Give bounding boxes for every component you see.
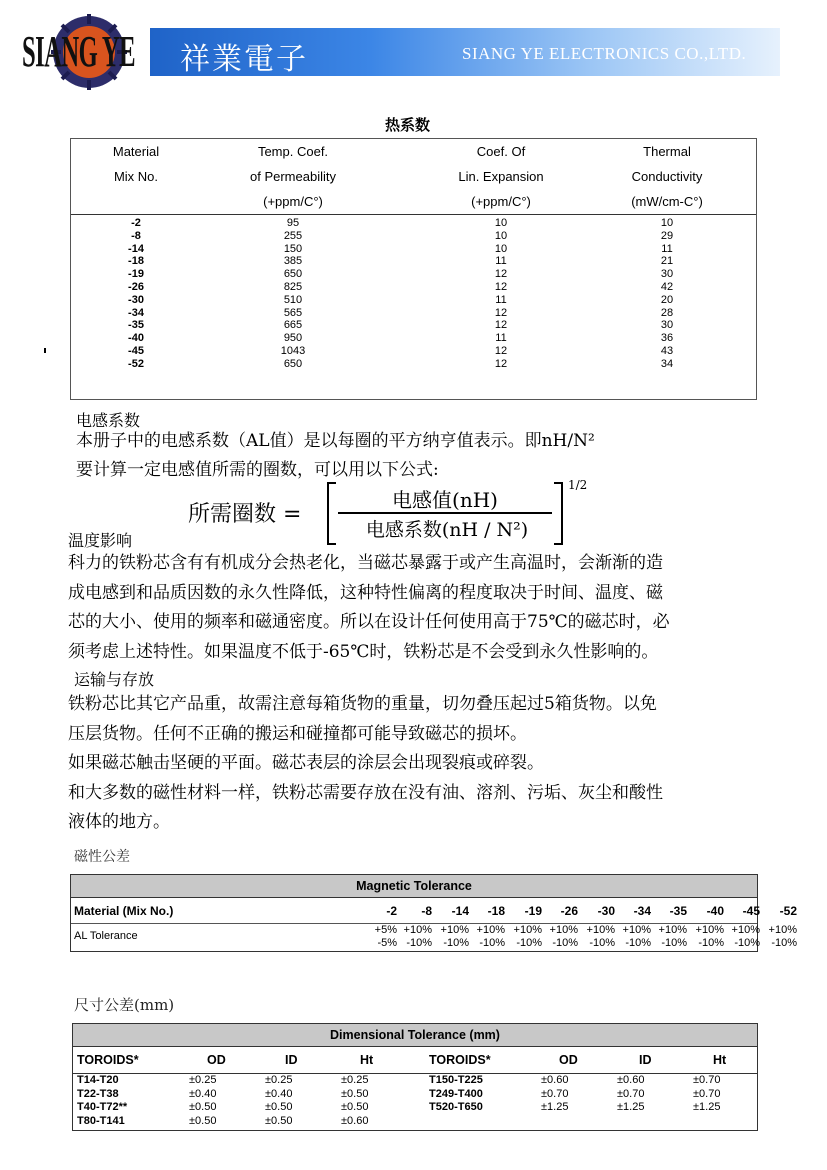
thermal-coefficient-table [70,138,757,400]
tolerance-cell: ±0.70 [693,1087,721,1100]
header-lin-expansion: Coef. Of Lin. Expansion (+ppm/C°) [458,144,544,209]
material-row [71,899,797,924]
inductance-line-1: 本册子中的电感系数（AL值）是以每圈的平方纳亨值表示。即nH/N² [76,431,595,451]
dimensional-header-cell: OD [559,1053,578,1067]
temperature-paragraph [68,549,670,667]
toroid-range-cell: T520-T650 [429,1101,483,1113]
tolerance-cell: ±0.50 [341,1101,369,1113]
plus-tolerance-cell: +10% [768,924,797,936]
mix-cell: -26 [128,280,144,293]
mix-number-cell: -35 [669,904,687,918]
company-name-english: SIANG YE ELECTRONICS CO.,LTD. [462,44,747,63]
minus-tolerance-cell: -10% [443,937,469,949]
lin-expansion-cell: 12 [494,306,508,319]
conductivity-cell: 29 [660,229,674,242]
magnetic-table-title: Magnetic Tolerance [71,875,757,898]
toroid-range-cell: T14-T20 [77,1074,119,1086]
temp-coef-cell: 565 [283,306,303,319]
temperature-line: 芯的大小、使用的频率和磁通密度。所以在设计任何使用高于75℃的磁芯时，必 [68,612,670,632]
minus-tolerance-cell: -10% [479,937,505,949]
thermal-row [71,281,756,294]
lin-expansion-cell: 11 [495,255,507,268]
al-tolerance-row [71,924,797,950]
plus-tolerance-cell: +10% [513,924,542,936]
temp-coef-cell: 150 [283,242,303,255]
thermal-table-body [71,217,756,371]
thermal-row [71,345,756,358]
dimensional-header-row [73,1047,757,1074]
mix-cell: -18 [128,255,144,268]
tolerance-cell: ±0.50 [265,1114,293,1127]
mix-cell: -34 [128,306,144,319]
magnetic-tolerance-table [70,874,797,952]
mix-number-cell: -26 [560,904,578,918]
minus-tolerance-cell: -10% [698,937,724,949]
conductivity-cell: 20 [660,293,674,306]
dimensional-body [73,1074,757,1130]
minus-tolerance-cell: -10% [625,937,651,949]
minus-tolerance-cell: -10% [661,937,687,949]
toroid-range-cell: T150-T225 [429,1074,483,1086]
mix-number-cell: -19 [524,904,542,918]
tolerance-cell: ±1.25 [693,1101,721,1113]
minus-tolerances [71,937,797,950]
tolerance-cell: ±0.40 [265,1087,293,1100]
mix-number-cell: -40 [706,904,724,918]
tolerance-cell: ±0.70 [617,1087,645,1100]
conductivity-cell: 10 [660,217,674,229]
storage-line: 铁粉芯比其它产品重，故需注意每箱货物的重量，切勿叠压起过5箱货物。以免 [68,694,657,714]
tolerance-cell: ±0.70 [693,1074,721,1086]
mix-number-cell: -52 [779,904,797,918]
formula-numerator: 电感值(nH) [392,488,498,512]
magnetic-caption: 磁性公差 [74,849,130,865]
temperature-line: 须考虑上述特性。如果温度不低于-65℃时，铁粉芯是不会受到永久性影响的。 [68,641,659,662]
tolerance-cell: ±0.25 [341,1074,369,1086]
dimensional-header-cell: Ht [360,1053,374,1067]
header-temp-coef: Temp. Coef. of Permeability (+ppm/C°) [250,144,336,209]
thermal-row [71,255,756,268]
temp-coef-cell: 825 [283,280,303,293]
header-divider [71,214,756,215]
minus-tolerance-cell: -10% [406,937,432,949]
mix-number-cell: -34 [633,904,651,918]
conductivity-cell: 30 [660,268,674,281]
thermal-row [71,268,756,281]
mix-cell: -45 [128,344,144,357]
mix-number-cell: -45 [742,904,760,918]
tolerance-cell: ±0.50 [189,1101,217,1113]
lin-expansion-cell: 10 [494,229,508,242]
temperature-line: 成电感到和品质因数的永久性降低，这种特性偏离的程度取决于时间、温度、磁 [68,582,663,603]
mix-cell: -8 [131,229,141,242]
plus-tolerances [71,924,797,937]
logo-wordmark: SIANG YE [22,27,136,76]
lin-expansion-cell: 12 [494,344,508,357]
minus-tolerance-cell: -10% [589,937,615,949]
temp-coef-cell: 1043 [280,344,306,357]
conductivity-cell: 34 [660,357,674,370]
mix-cell: -30 [128,293,144,306]
mix-cell: -35 [128,319,144,332]
lin-expansion-cell: 12 [494,268,508,281]
tolerance-cell: ±0.70 [541,1087,569,1100]
dimensional-header-cell: ID [639,1053,652,1067]
temp-coef-cell: 650 [283,357,303,370]
formula-lhs: 所需圈数 = [188,502,302,527]
company-name-chinese: 祥業電子 [180,42,308,77]
al-tolerance-label: AL Tolerance [74,930,138,942]
tolerance-cell: ±1.25 [541,1101,569,1113]
header-thermal-conductivity: Thermal Conductivity (mW/cm-C°) [631,144,703,209]
thermal-row [71,294,756,307]
thermal-row [71,307,756,320]
tolerance-cell: ±0.50 [341,1087,369,1100]
mix-number-cell: -14 [451,904,469,918]
temp-coef-cell: 255 [283,229,303,242]
inductance-heading: 电感系数 [76,411,141,430]
lin-expansion-cell: 12 [494,319,508,332]
conductivity-cell: 36 [660,332,674,345]
formula-exponent: 1/2 [568,478,588,492]
tolerance-cell: ±0.60 [341,1114,369,1127]
conductivity-cell: 43 [660,344,674,357]
temp-coef-cell: 665 [283,319,303,332]
tolerance-cell: ±0.50 [265,1101,293,1113]
mix-number-cell: -2 [386,904,397,918]
storage-line: 如果磁芯触击坚硬的平面。磁芯表层的涂层会出现裂痕或碎裂。 [68,753,544,773]
thermal-row [71,319,756,332]
inductance-line-2: 要计算一定电感值所需的圈数，可以用以下公式: [76,460,439,480]
storage-line: 和大多数的磁性材料一样，铁粉芯需要存放在没有油、溶剂、污垢、灰尘和酸性 [68,782,663,803]
thermal-table-title: 热系数 [384,116,430,134]
conductivity-cell: 21 [660,255,674,268]
formula-fraction-bar [338,512,552,514]
conductivity-cell: 28 [660,306,674,319]
material-label: Material (Mix No.) [74,904,174,918]
mix-cell: -19 [128,268,144,281]
tolerance-cell: ±0.50 [189,1114,217,1127]
dimensional-header-cell: ID [285,1053,298,1067]
plus-tolerance-cell: +5% [374,924,397,936]
lin-expansion-cell: 10 [494,242,508,255]
mix-number-cell: -18 [487,904,505,918]
temperature-heading: 温度影响 [68,531,133,550]
plus-tolerance-cell: +10% [658,924,687,936]
tolerance-cell: ±0.40 [189,1087,217,1100]
plus-tolerance-cell: +10% [586,924,615,936]
dimensional-tolerance-table [72,1023,758,1131]
stray-mark [44,348,46,353]
thermal-row [71,332,756,345]
conductivity-cell: 30 [660,319,674,332]
conductivity-cell: 42 [660,280,674,293]
dimensional-caption: 尺寸公差(mm) [74,996,175,1014]
dimensional-table-title: Dimensional Tolerance (mm) [73,1024,757,1047]
thermal-row [71,230,756,243]
minus-tolerance-cell: -10% [771,937,797,949]
lin-expansion-cell: 10 [494,217,508,229]
dimensional-header-cell: Ht [713,1053,727,1067]
mix-number-cell: -30 [597,904,615,918]
plus-tolerance-cell: +10% [695,924,724,936]
storage-paragraph [68,690,663,838]
formula-denominator: 电感系数(nH / N²) [365,519,529,541]
plus-tolerance-cell: +10% [731,924,760,936]
dimensional-header-cell: OD [207,1053,226,1067]
temp-coef-cell: 950 [283,332,303,345]
lin-expansion-cell: 12 [494,357,508,370]
tolerance-cell: ±0.60 [617,1074,645,1086]
storage-heading: 运输与存放 [74,670,155,689]
mix-number-cell: -8 [421,904,432,918]
mix-numbers [71,899,797,923]
temp-coef-cell: 95 [286,217,300,229]
temp-coef-cell: 650 [283,268,303,281]
thermal-row [71,217,756,230]
temp-coef-cell: 385 [283,255,303,268]
lin-expansion-cell: 12 [494,280,508,293]
tolerance-cell: ±1.25 [617,1101,645,1113]
dimensional-header-cell: TOROIDS* [77,1053,139,1067]
mix-cell: -40 [128,332,144,345]
mix-cell: -2 [131,217,141,229]
thermal-row [71,358,756,371]
plus-tolerance-cell: +10% [403,924,432,936]
tolerance-cell: ±0.25 [189,1074,217,1086]
minus-tolerance-cell: -5% [377,937,397,949]
tolerance-cell: ±0.60 [541,1074,569,1086]
conductivity-cell: 11 [661,242,673,255]
plus-tolerance-cell: +10% [476,924,505,936]
toroid-range-cell: T249-T400 [429,1087,483,1100]
lin-expansion-cell: 11 [495,332,507,345]
toroid-range-cell: T40-T72** [77,1101,128,1113]
tolerance-cell: ±0.25 [265,1074,293,1086]
storage-line: 液体的地方。 [68,812,170,832]
thermal-row [71,243,756,256]
storage-line: 压层货物。任何不正确的搬运和碰撞都可能导致磁芯的损坏。 [68,723,527,744]
toroid-range-cell: T80-T141 [77,1114,125,1127]
plus-tolerance-cell: +10% [622,924,651,936]
minus-tolerance-cell: -10% [552,937,578,949]
lin-expansion-cell: 11 [495,293,507,306]
temperature-line: 科力的铁粉芯含有有机成分会热老化，当磁芯暴露于或产生高温时，会渐渐的造 [68,553,663,573]
header-material: Material Mix No. [112,144,160,184]
dimensional-header-cell: TOROIDS* [429,1053,491,1067]
mix-cell: -14 [128,242,144,255]
minus-tolerance-cell: -10% [734,937,760,949]
mix-cell: -52 [128,357,144,370]
plus-tolerance-cell: +10% [549,924,578,936]
plus-tolerance-cell: +10% [440,924,469,936]
temp-coef-cell: 510 [283,293,303,306]
toroid-range-cell: T22-T38 [77,1087,119,1100]
minus-tolerance-cell: -10% [516,937,542,949]
